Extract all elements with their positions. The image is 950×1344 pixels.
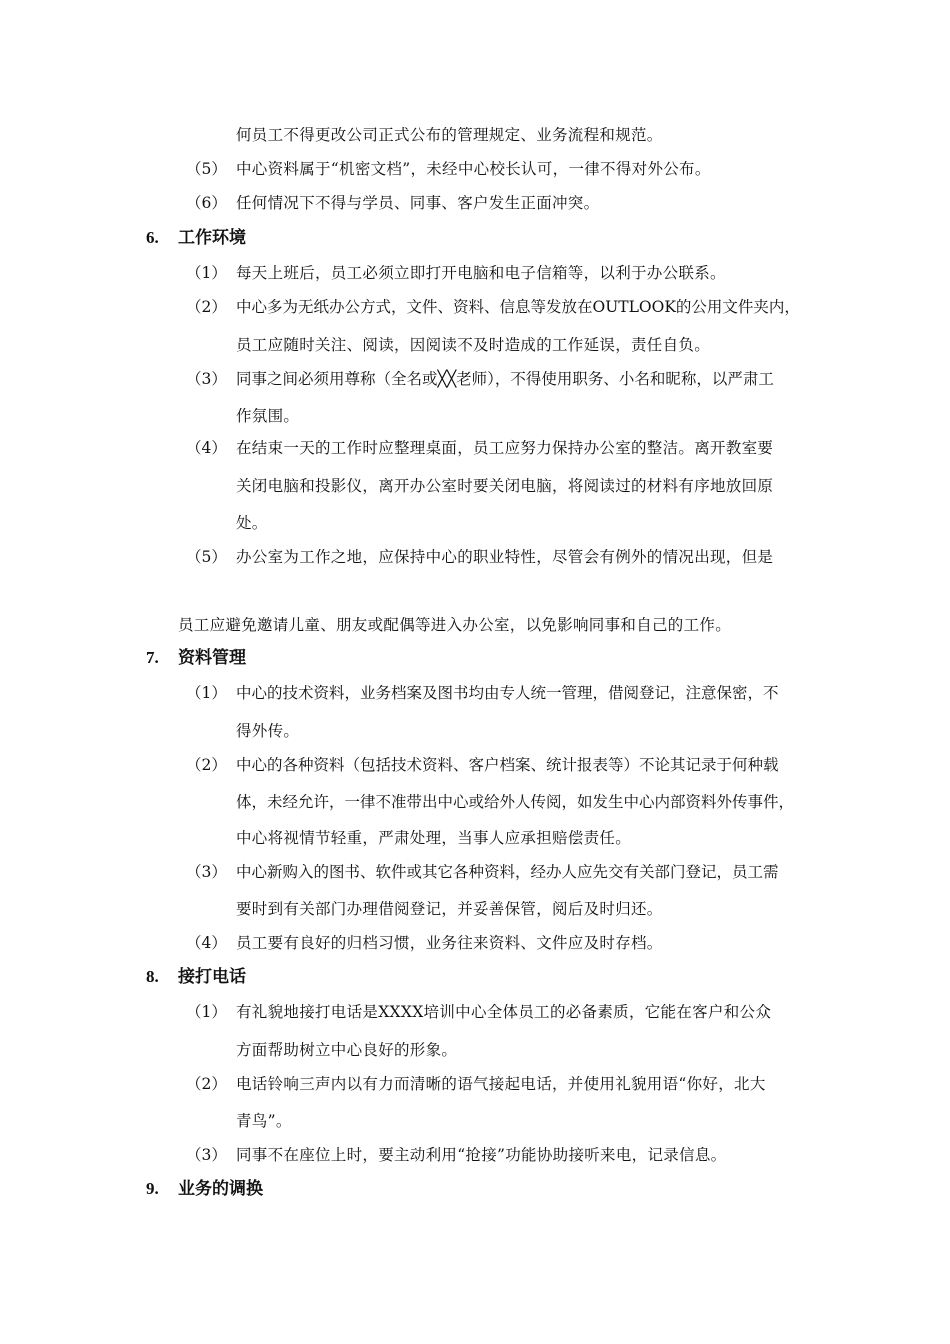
section-heading: 业务的调换 [178, 1179, 263, 1199]
paragraph-line: 每天上班后，员工必须立即打开电脑和电子信箱等，以利于办公联系。 [236, 264, 726, 282]
paragraph-line: 要时到有关部门办理借阅登记，并妥善保管，阅后及时归还。 [236, 900, 663, 918]
paragraph-line: 任何情况下不得与学员、同事、客户发生正面冲突。 [236, 194, 600, 212]
paragraph-line: 中心将视情节轻重，严肃处理，当事人应承担赔偿责任。 [236, 829, 632, 847]
item-number: （1） [186, 684, 227, 702]
paragraph-line: 得外传。 [236, 722, 300, 740]
item-number: （2） [186, 298, 227, 316]
section-number: 6. [146, 228, 159, 247]
paragraph-line: 中心资料属于“机密文档”，未经中心校长认可，一律不得对外公布。 [236, 160, 711, 178]
item-number: （2） [186, 756, 227, 774]
item-number: （3） [186, 863, 227, 881]
paragraph-line: 同事之间必须用尊称（全名或╳╳老师），不得使用职务、小名和昵称，以严肃工 [236, 370, 774, 388]
item-number: （3） [186, 370, 227, 388]
item-number: （1） [186, 1003, 227, 1021]
paragraph-line: 员工应避免邀请儿童、朋友或配偶等进入办公室，以免影响同事和自己的工作。 [178, 616, 732, 634]
paragraph-line: 作氛围。 [236, 407, 300, 425]
paragraph-line: 关闭电脑和投影仪，离开办公室时要关闭电脑，将阅读过的材料有序地放回原 [236, 477, 774, 495]
paragraph-line: 体，未经允许，一律不准带出中心或给外人传阅，如发生中心内部资料外传事件， [236, 793, 795, 811]
item-number: （1） [186, 264, 227, 282]
paragraph-line: 中心的各种资料（包括技术资料、客户档案、统计报表等）不论其记录于何种载 [236, 756, 779, 774]
section-heading: 接打电话 [178, 967, 246, 987]
paragraph-line: 在结束一天的工作时应整理桌面，员工应努力保持办公室的整洁。离开教室要 [236, 439, 774, 457]
paragraph-line: 有礼貌地接打电话是XXXX培训中心全体员工的必备素质，它能在客户和公众 [236, 1003, 772, 1021]
paragraph-line: 中心多为无纸办公方式，文件、资料、信息等发放在OUTLOOK的公用文件夹内， [236, 298, 800, 316]
section-number: 9. [146, 1179, 159, 1198]
item-number: （3） [186, 1146, 227, 1164]
paragraph-line: 何员工不得更改公司正式公布的管理规定、业务流程和规范。 [236, 126, 663, 144]
item-number: （5） [186, 160, 227, 178]
paragraph-line: 员工要有良好的归档习惯，业务往来资料、文件应及时存档。 [236, 934, 663, 952]
paragraph-line: 青鸟”。 [236, 1112, 292, 1130]
item-number: （6） [186, 194, 227, 212]
item-number: （4） [186, 934, 227, 952]
paragraph-line: 员工应随时关注、阅读，因阅读不及时造成的工作延误，责任自负。 [236, 336, 711, 354]
paragraph-line: 处。 [236, 514, 268, 532]
item-number: （4） [186, 439, 227, 457]
paragraph-line: 中心新购入的图书、软件或其它各种资料，经办人应先交有关部门登记，员工需 [236, 863, 779, 881]
item-number: （2） [186, 1075, 227, 1093]
item-number: （5） [186, 548, 227, 566]
paragraph-line: 同事不在座位上时，要主动利用“抢接”功能协助接听来电，记录信息。 [236, 1146, 727, 1164]
paragraph-line: 中心的技术资料，业务档案及图书均由专人统一管理，借阅登记，注意保密，不 [236, 684, 779, 702]
section-heading: 资料管理 [178, 648, 246, 668]
section-number: 8. [146, 967, 159, 986]
paragraph-line: 办公室为工作之地，应保持中心的职业特性，尽管会有例外的情况出现，但是 [236, 548, 774, 566]
paragraph-line: 方面帮助树立中心良好的形象。 [236, 1041, 458, 1059]
paragraph-line: 电话铃响三声内以有力而清晰的语气接起电话，并使用礼貌用语“你好，北大 [236, 1075, 766, 1093]
section-heading: 工作环境 [178, 228, 246, 248]
section-number: 7. [146, 648, 159, 667]
